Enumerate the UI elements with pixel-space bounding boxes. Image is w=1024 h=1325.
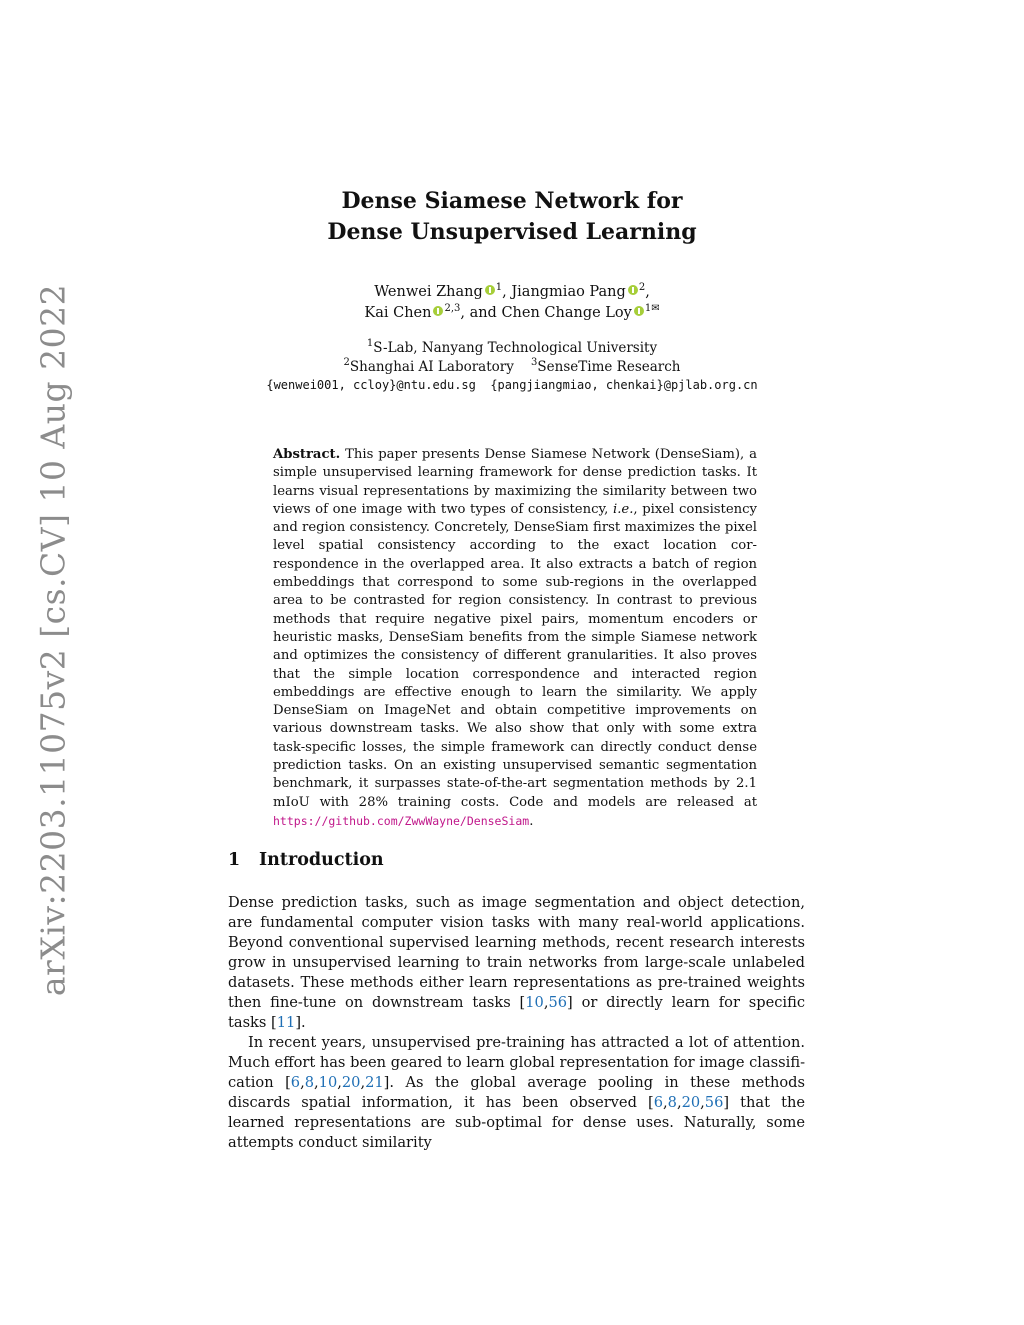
paragraph-text: ] that the learned representations are sub-optimal for dense uses. Naturally, some attempts conduct similarity [228,1094,805,1151]
section-number: 1 [228,850,241,870]
abstract-ie: i.e. [613,501,634,517]
paragraph-text: , [543,994,549,1011]
paragraph-text: ]. [295,1014,306,1031]
affiliation-line-1 [212,339,812,358]
citation-link[interactable]: 10 [525,994,544,1011]
paper-title [212,186,812,248]
abstract-end: . [529,813,534,829]
title-line-2: Dense Unsupervised Learning [327,219,697,245]
affiliation-number: 3 [531,356,538,368]
title-line-1: Dense Siamese Network for [341,188,683,214]
paragraph [228,1033,805,1153]
citation-separator: , [360,1074,366,1091]
affiliation-name: Shanghai AI Laboratory [349,358,514,375]
paragraph-text: ]. As the global average pooling in these methods discards spatial information, it has been observed [ [228,1074,805,1111]
affiliation-name: S-Lab, Nanyang Technological University [373,340,658,356]
author-name: Wenwei Zhang [374,284,483,300]
author-affiliation: 1 [495,282,503,293]
paragraph-text: Dense prediction tasks, such as image segmentation and object detection, are fundamental computer vision tasks with many real-world applications. Beyond conventional supervised learning methods, recent research interests grow in unsupervised learning to train networks from large-scale unlabeled datasets. These methods either learn representations as pre-trained weights then fine-tune on downstream tasks [ [228,894,805,1011]
arxiv-watermark: arXiv:2203.11075v2 [cs.CV] 10 Aug 2022 [33,283,73,997]
author-name: Kai Chen [364,305,432,321]
citation-separator: , [676,1094,682,1111]
citation-link[interactable]: 56 [548,994,568,1011]
citation-link[interactable]: 6 [290,1074,301,1091]
abstract-text-2: , pixel consistency and region consistency. Concretely, DenseSiam first maximizes the pixel level spatial consistency according to the exact location correspondence in the overlapped area. It also extracts a batch of region embeddings that correspond to some sub-regions in the overlapped area to be contrasted for region consistency. In contrast to previous methods that require negative pixel pairs, momentum encoders or heuristic masks, DenseSiam benefits from the simple Siamese network and optimizes the consistency of different granularities. It also proves that the simple location correspondence and interacted region embeddings are effective enough to learn the similarity. We apply DenseSiam on ImageNet and obtain competitive improvements on various downstream tasks. We also show that only with some extra task-specific losses, the simple framework can directly conduct dense prediction tasks. On an existing unsupervised semantic segmentation benchmark, it surpasses state-of-the-art segmentation methods by 2.1 mIoU with 28% training costs. Code and models are released at [273,501,757,810]
body-text [228,893,805,1153]
affiliation-line-2 [212,358,812,377]
citation-link[interactable]: 6 [653,1094,663,1111]
author-name: Jiangmiao Pang [511,284,626,300]
citation-link[interactable]: 56 [704,1094,724,1111]
section-title: Introduction [259,850,384,870]
citation-separator: , [700,1094,705,1111]
author-affiliation: 2,3 [444,303,461,314]
affiliation-number: 2 [343,356,350,368]
orcid-icon[interactable] [634,306,644,316]
citation-link[interactable]: 21 [365,1074,384,1091]
abstract-label: Abstract. [273,447,341,462]
email-addresses: {wenwei001, ccloy}@ntu.edu.sg {pangjiangmiao, chenkai}@pjlab.org.cn [266,378,758,392]
code-link[interactable]: https://github.com/ZwwWayne/DenseSiam [273,813,530,828]
author-line-2 [212,303,812,324]
affiliations [212,339,812,395]
orcid-icon[interactable] [485,285,495,295]
author-separator: , and [460,305,502,321]
abstract-text: This paper presents Dense Siamese Network (DenseSiam), a simple unsupervised learning framework for dense prediction tasks. It learns visual representations by maximizing the similarity between two views of one image with two types of consistency, [273,447,757,517]
author-affiliation: 1 [644,303,652,314]
author-line-1 [212,282,812,303]
orcid-icon[interactable] [628,285,638,295]
citation-separator: , [663,1094,668,1111]
citation-link[interactable]: 20 [681,1094,701,1111]
citation-separator: , [300,1074,305,1091]
citation-link[interactable]: 8 [667,1094,677,1111]
orcid-icon[interactable] [433,306,443,316]
author-list [212,282,812,324]
paragraph-text: ] or directly learn for specific tasks [ [228,994,805,1031]
author-separator: , [645,284,650,300]
paragraph-text: In recent years, unsupervised pre-training has attracted a lot of attention. Much effort has been geared to learn global representation for image classification [ [228,1034,805,1091]
abstract [273,446,757,831]
citation-link[interactable]: 20 [341,1074,361,1091]
citation-link[interactable]: 8 [304,1074,315,1091]
section-heading [228,850,384,870]
citation-link[interactable]: 11 [276,1014,296,1031]
paragraph [228,893,805,1033]
author-affiliation: 2 [638,282,646,293]
citation-link[interactable]: 10 [318,1074,338,1091]
affiliation-name: SenseTime Research [537,358,681,375]
citation-separator: , [314,1074,319,1091]
affiliation-number: 1 [366,338,374,349]
author-name: Chen Change Loy [501,305,632,321]
envelope-icon: ✉ [651,303,660,314]
author-separator: , [502,284,512,300]
citation-separator: , [337,1074,342,1091]
